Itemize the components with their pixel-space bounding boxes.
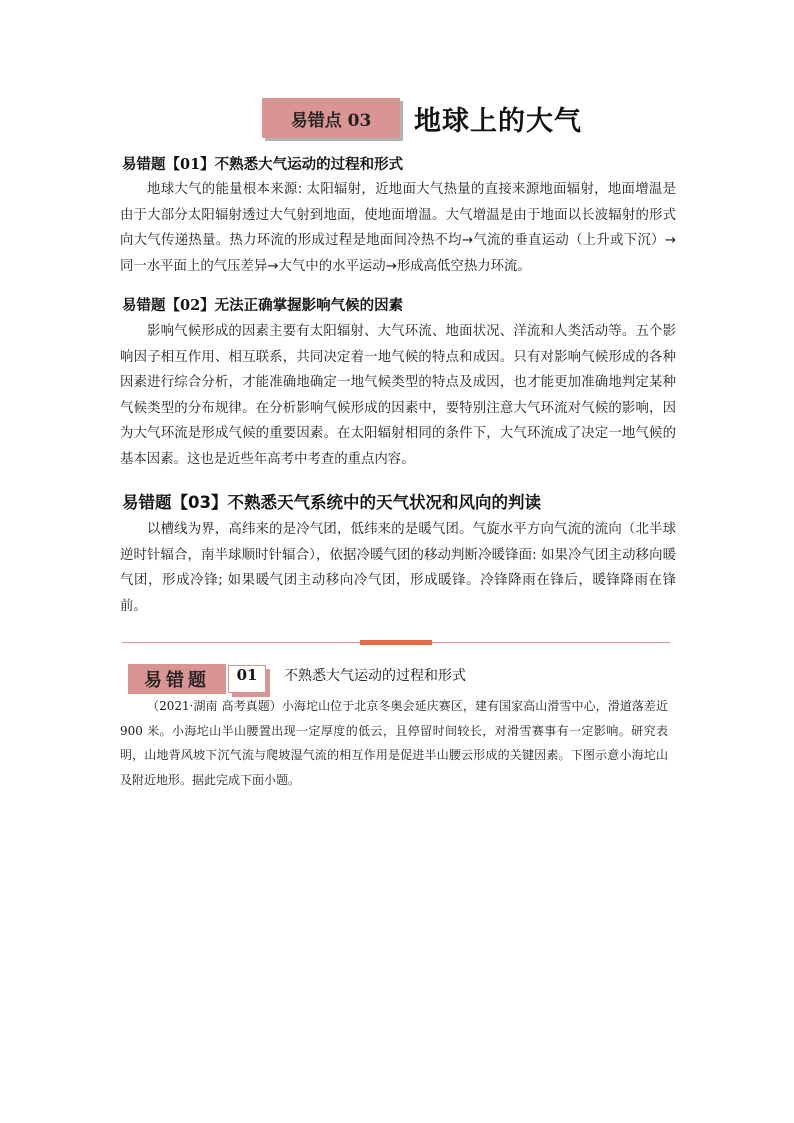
- section-heading-02: 易错题【02】无法正确掌握影响气候的因素: [122, 297, 404, 314]
- section-paragraph-02: 影响气候形成的因素主要有太阳辐射、大气环流、地面状况、洋流和人类活动等。五个影响因子相互作用、相互联系，共同决定着一地气候的特点和成因。只有对影响气候形成的各种因素进行综合分析，才能准确地确定一地气候类型的特点及成因，也才能更加准确地判定某种气候类型的分布规律。在分析影响气候形成的因素中，要特别注意大气环流对气候的影响，因为大气环流是形成气候的重要因素。在太阳辐射相同的条件下，大气环流成了决定一地气候的基本因素。这也是近些年高考中考查的重点内容。: [120, 324, 676, 467]
- divider-accent-mark: [360, 640, 432, 645]
- section-heading-01: 易错题【01】不熟悉大气运动的过程和形式: [122, 156, 404, 173]
- page-title-row: [262, 98, 582, 138]
- question-title: 不熟悉大气运动的过程和形式: [284, 668, 466, 684]
- question-text: （2021·湖南 高考真题）小海坨山位于北京冬奥会延庆赛区，建有国家高山滑雪中心，滑道落差近 900 米。小海坨山半山腰置出现一定厚度的低云，且停留时间较长，对滑雪赛事有一定影响。研究表明，山地背风坡下沉气流与爬坡湿气流的相互作用是促进半山腰云形成的关键因素。下图示意小海坨山及附近地形。据此完成下面小题。: [120, 699, 668, 787]
- section-paragraph-01: 地球大气的能量根本来源: 太阳辐射，近地面大气热量的直接来源地面辐射，地面增温是由于大部分太阳辐射透过大气射到地面，使地面增温。大气增温是由于地面以长波辐射的形式向大气传递热量。热力环流的形成过程是地面间冷热不均→气流的垂直运动（上升或下沉）→同一水平面上的气压差异→大气中的水平运动→形成高低空热力环流。: [120, 182, 676, 274]
- title-badge: 易错点 03: [262, 98, 400, 138]
- question-header: [128, 664, 466, 694]
- question-badge: 易错题: [128, 664, 226, 694]
- question-number: 01: [228, 665, 266, 693]
- section-paragraph-03: 以槽线为界，高纬来的是冷气团，低纬来的是暖气团。气旋水平方向气流的流向（北半球逆时针辐合，南半球顺时针辐合），依据冷暖气团的移动判断冷暖锋面: 如果冷气团主动移向暖气团，形成冷锋; 如果暖气团主动移向冷气团，形成暖锋。冷锋降雨在锋后，暖锋降雨在锋前。: [120, 522, 676, 614]
- section-heading-03: 易错题【03】不熟悉天气系统中的天气状况和风向的判读: [122, 493, 541, 512]
- page-title: 地球上的大气: [414, 105, 582, 137]
